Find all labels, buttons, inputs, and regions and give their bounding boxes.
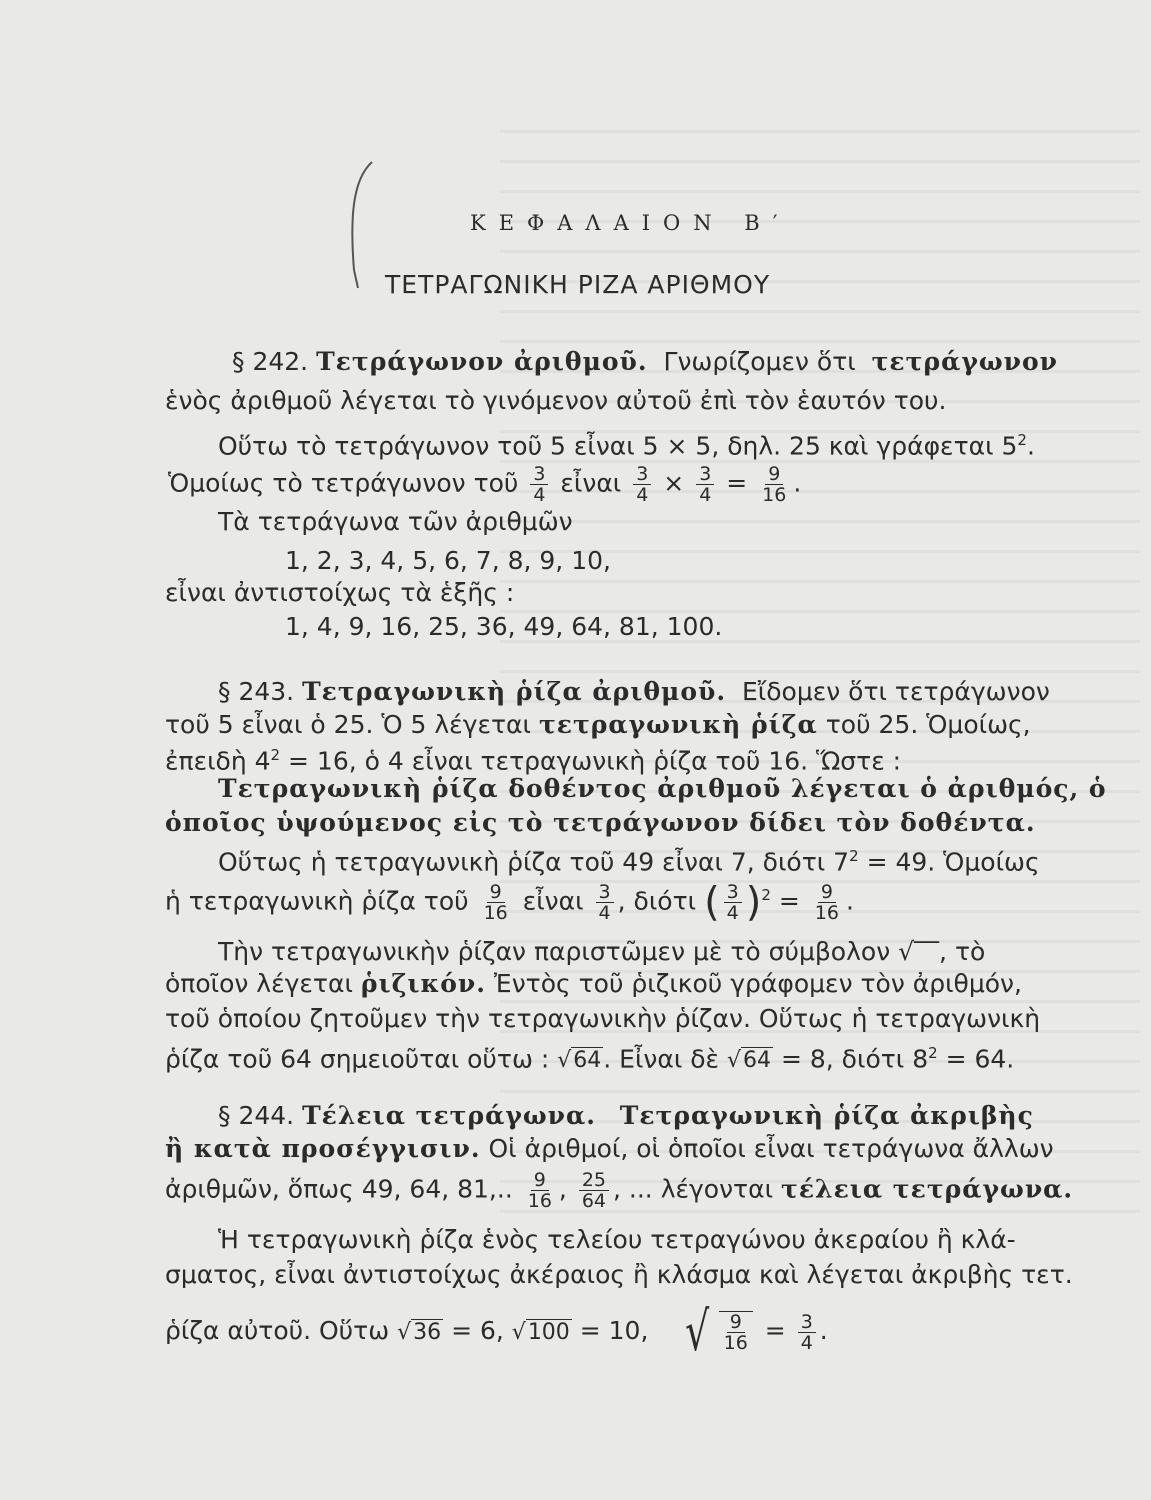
chapter-title: ΤΕΤΡΑΓΩΝΙΚΗ ΡΙΖΑ ΑΡΙΘΜΟΥ — [385, 270, 771, 299]
definition-line1: Τετραγωνικὴ ῥίζα δοθέντος ἀριθμοῦ λέγεται ὁ ἀριθμός, ὁ — [218, 774, 1107, 803]
s243-line2: τοῦ 5 εἶναι ὁ 25. Ὁ 5 λέγεται τετραγωνικὴ ῥίζα τοῦ 25. Ὁμοίως, — [165, 710, 1031, 739]
s243-heading: Τετραγωνικὴ ῥίζα ἀριθμοῦ. — [302, 677, 727, 706]
s242-line1: § 242. Τετράγωνον ἀριθμοῦ. Γνωρίζομεν ὅτι τετράγωνον — [232, 347, 1058, 376]
s244-line6: ῥίζα αὐτοῦ. Οὕτω √36 = 6, √100 = 10, √ $\frac{9}{16}$ = $\frac{3}{4}$ . — [165, 1300, 828, 1363]
sqrt-64: √64 — [557, 1048, 602, 1074]
s242-line7: εἶναι ἀντιστοίχως τὰ ἑξῆς : — [165, 578, 515, 607]
s242-line2: ἑνὸς ἀριθμοῦ λέγεται τὸ γινόμενον αὐτοῦ ἐπὶ τὸν ἑαυτόν του. — [165, 386, 947, 415]
fraction-9-16: $\frac{9}{16}$ — [527, 1169, 552, 1212]
pencil-bracket-mark — [340, 160, 380, 290]
s242-line4: Ὁμοίως τὸ τετράγωνον τοῦ $\frac{3}{4}$ εἶναι $\frac{3}{4}$ × $\frac{3}{4}$ = $\frac{9}{16}$ . — [168, 463, 802, 506]
s243-line6: Οὕτως ἡ τετραγωνικὴ ῥίζα τοῦ 49 εἶναι 7, διότι $7^2 = 49$. Ὁμοίως — [218, 847, 1040, 877]
fraction-3-4: $\frac{3}{4}$ — [596, 882, 614, 923]
s242-numbers: 1, 2, 3, 4, 5, 6, 7, 8, 9, 10, — [285, 546, 611, 575]
radical-line3: τοῦ ὁποίου ζητοῦμεν τὴν τετραγωνικὴν ῥίζαν. Οὕτως ἡ τετραγωνικὴ — [165, 1004, 1041, 1033]
big-radical-sign: √ — [685, 1300, 710, 1363]
s242-squares: 1, 4, 9, 16, 25, 36, 49, 64, 81, 100. — [285, 612, 723, 641]
s244-line5: σματος, εἶναι ἀντιστοίχως ἀκέραιος ἢ κλάσμα καὶ λέγεται ἀκριβὴς τετ. — [165, 1260, 1073, 1289]
fraction-9-16: $\frac{9}{16}$ — [762, 463, 787, 506]
fraction-3-4: $\frac{3}{4}$ — [633, 464, 651, 505]
definition-line2: ὁποῖος ὑψούμενος εἰς τὸ τετράγωνον δίδει τὸν δοθέντα. — [165, 808, 1036, 837]
radical-symbol: √‾‾ — [898, 937, 940, 966]
s244-line4: Ἡ τετραγωνικὴ ῥίζα ἑνὸς τελείου τετραγώνου ἀκεραίου ἢ κλά- — [218, 1225, 1016, 1254]
radical-line1: Τὴν τετραγωνικὴν ῥίζαν παριστῶμεν μὲ τὸ σύμβολον √‾‾, τὸ — [218, 937, 986, 966]
s243-line1: § 243. Τετραγωνικὴ ῥίζα ἀριθμοῦ. Εἴδομεν ὅτι τετράγωνον — [218, 677, 1050, 706]
s244-line3: ἀριθμῶν, ὅπως 49, 64, 81,.. $\frac{9}{16}$ , $\frac{25}{64}$ , ... λέγονται τέλεια τετράγωνα. — [165, 1169, 1074, 1212]
s242-line3: Οὕτω τὸ τετράγωνον τοῦ 5 εἶναι 5 × 5, δηλ. 25 καὶ γράφεται $5^2$. — [218, 431, 1035, 461]
s242-heading: Τετράγωνον ἀριθμοῦ. — [316, 347, 648, 376]
fraction-3-4: $\frac{3}{4}$ — [724, 882, 742, 923]
sqrt-36: √36 — [397, 1320, 442, 1345]
sqrt-100: √100 — [511, 1320, 570, 1345]
fraction-3-4: $\frac{3}{4}$ — [696, 464, 714, 505]
chapter-label: ΚΕΦΑΛΑΙΟΝ Β′ — [470, 211, 791, 235]
radical-line4: ῥίζα τοῦ 64 σημειοῦται οὕτω : √64. Εἶναι δὲ √64 = 8, διότι $8^2 = 64$. — [165, 1038, 1014, 1076]
fraction-9-16: $\frac{9}{16}$ — [483, 880, 508, 924]
sqrt-64: √64 — [727, 1048, 772, 1074]
fraction-3-4: $\frac{3}{4}$ — [530, 464, 548, 505]
fraction-3-4: $\frac{3}{4}$ — [798, 1312, 816, 1353]
s243-line3: ἐπειδὴ $4^2 = 16$, ὁ 4 εἶναι τετραγωνικὴ ῥίζα τοῦ 16. Ὥστε : — [165, 746, 902, 776]
s244-line1: § 244. Τέλεια τετράγωνα. Τετραγωνικὴ ῥίζα ἀκριβὴς — [218, 1101, 1034, 1130]
fraction-9-16: $\frac{9}{16}$ — [719, 1311, 753, 1353]
s242-line5: Τὰ τετράγωνα τῶν ἀριθμῶν — [218, 507, 573, 536]
s242-number: § 242. — [232, 347, 309, 376]
s244-heading: Τέλεια τετράγωνα. — [302, 1101, 596, 1130]
fraction-25-64: $\frac{25}{64}$ — [579, 1170, 609, 1211]
fraction-9-16: $\frac{9}{16}$ — [814, 880, 839, 924]
s244-number: § 244. — [218, 1101, 295, 1130]
radical-line2: ὁποῖον λέγεται ῥιζικόν. Ἐντὸς τοῦ ῥιζικοῦ γράφομεν τὸν ἀριθμόν, — [165, 969, 1022, 998]
s243-line7: ἡ τετραγωνικὴ ῥίζα τοῦ $\frac{9}{16}$ εἶναι $\frac{3}{4}$ , διότι ( $\frac{3}{4}$ )$^2$ = $\frac{9}{16}$ . — [165, 879, 854, 926]
s243-number: § 243. — [218, 677, 295, 706]
s244-line2: ἢ κατὰ προσέγγισιν. Οἱ ἀριθμοί, οἱ ὁποῖοι εἶναι τετράγωνα ἄλλων — [165, 1134, 1054, 1163]
